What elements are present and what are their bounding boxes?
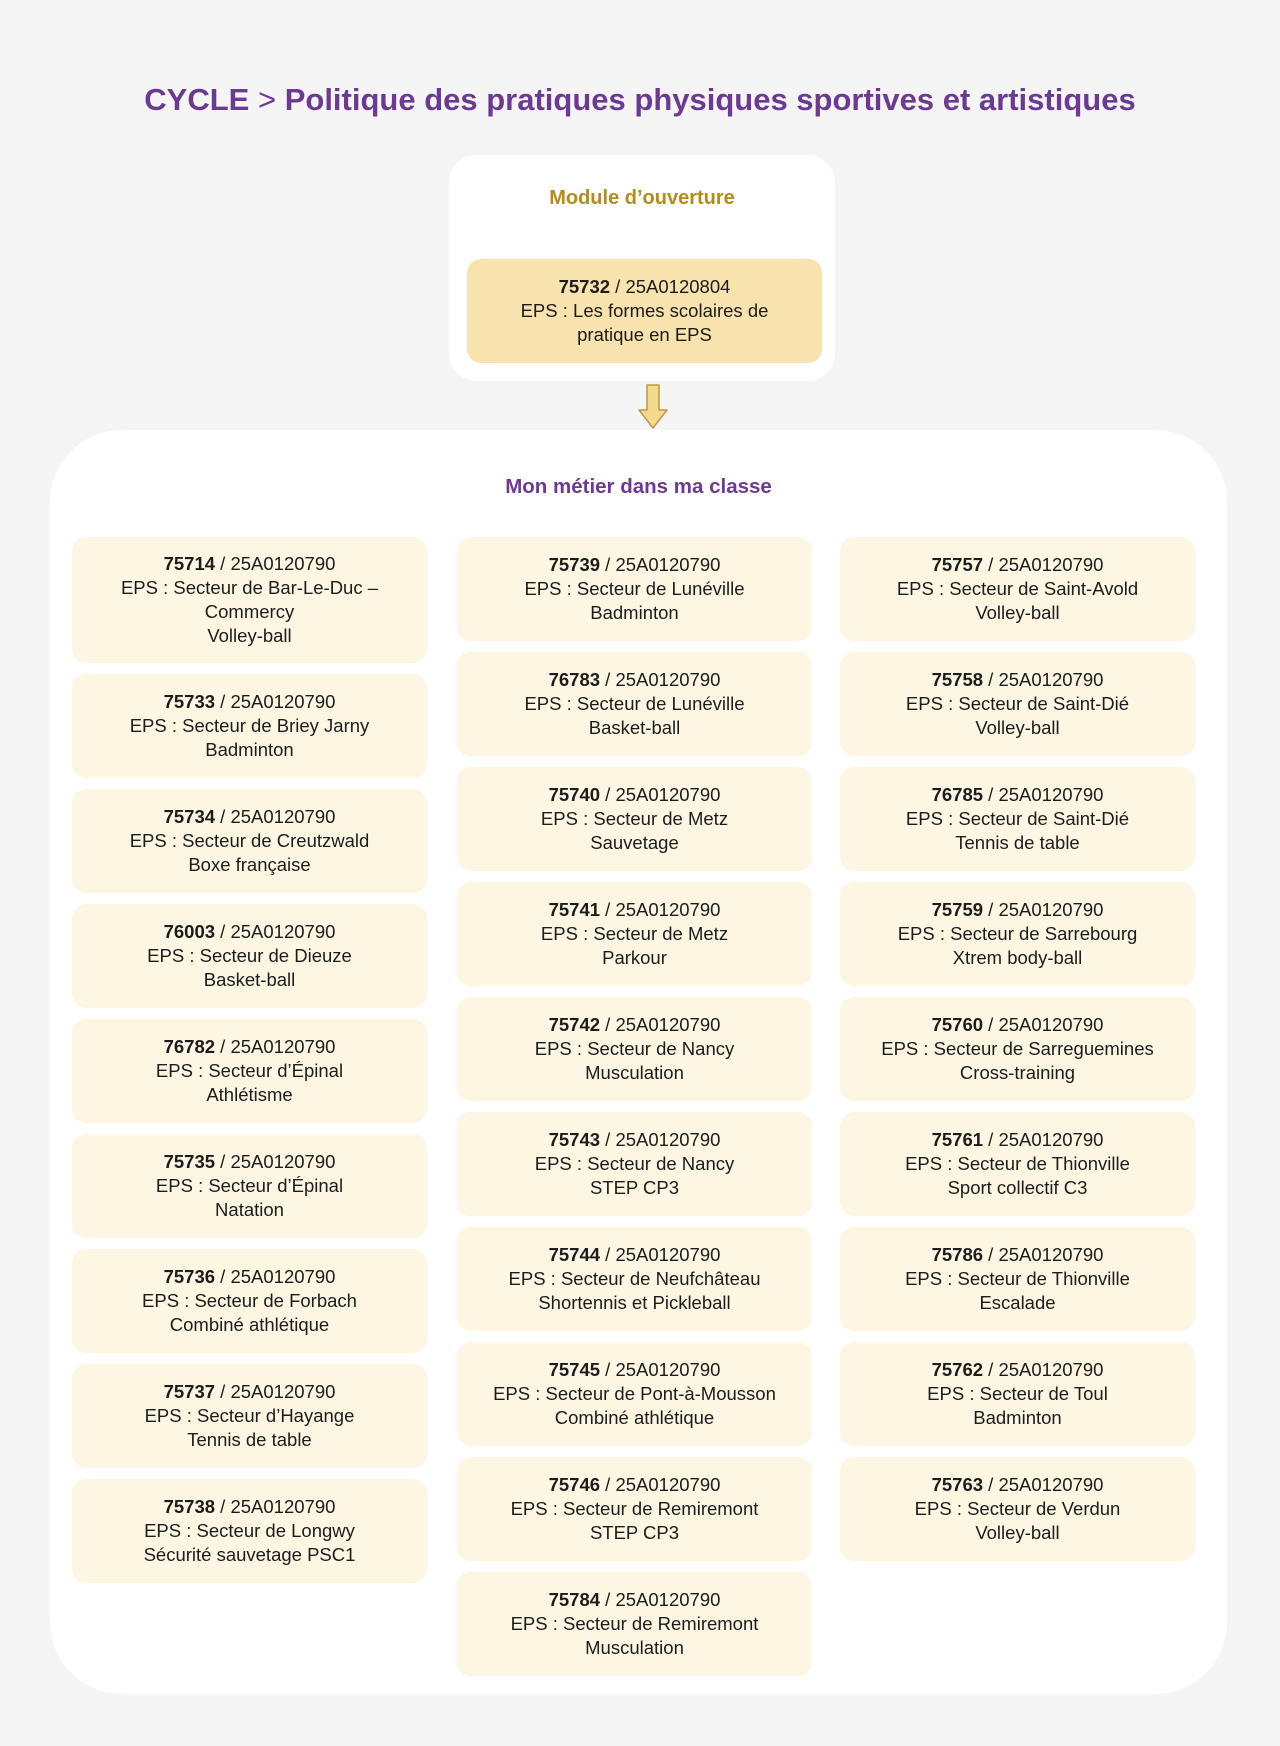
- module-ref: / 25A0120790: [600, 554, 721, 575]
- module-code-line: [932, 1473, 1104, 1497]
- module-code-line: [549, 1013, 721, 1037]
- module-code: 75743: [548, 1129, 601, 1150]
- main-module-panel: [50, 430, 1227, 1694]
- module-code-line: [549, 668, 721, 692]
- module-ref: / 25A0120790: [215, 806, 336, 827]
- module-ref: / 25A0120790: [215, 1266, 336, 1287]
- module-card: [840, 997, 1195, 1101]
- module-description-line: pratique en EPS: [577, 324, 712, 345]
- module-code-line: [549, 898, 721, 922]
- module-description-line: Volley-ball: [207, 625, 292, 646]
- module-description-line: Commercy: [204, 601, 295, 622]
- title-separator: >: [257, 82, 277, 117]
- module-code-line: [549, 1243, 721, 1267]
- module-ref: / 25A0120804: [610, 276, 731, 297]
- module-ref: / 25A0120790: [600, 1589, 721, 1610]
- module-card: [72, 537, 427, 663]
- module-card: [840, 767, 1195, 871]
- module-ref: / 25A0120790: [983, 899, 1104, 920]
- module-description-line: EPS : Secteur de Creutzwald: [129, 830, 370, 851]
- module-code: 75734: [163, 806, 216, 827]
- module-code-line: [932, 1243, 1104, 1267]
- module-description-line: EPS : Secteur de Forbach: [142, 1290, 357, 1311]
- module-ref: / 25A0120790: [983, 554, 1104, 575]
- module-description-line: EPS : Secteur d’Hayange: [144, 1405, 355, 1426]
- module-card: [72, 1249, 427, 1353]
- module-ref: / 25A0120790: [600, 784, 721, 805]
- module-description-line: STEP CP3: [589, 1522, 680, 1543]
- module-code: 75714: [163, 553, 216, 574]
- module-card: [840, 652, 1195, 756]
- module-code: 75735: [163, 1151, 216, 1172]
- module-code-line: [549, 1358, 721, 1382]
- module-ref: / 25A0120790: [215, 1496, 336, 1517]
- module-card: [457, 1342, 812, 1446]
- module-description-line: EPS : Secteur de Metz: [540, 808, 729, 829]
- module-description-line: EPS : Secteur de Saint-Dié: [905, 808, 1130, 829]
- module-code-line: [932, 898, 1104, 922]
- module-description-line: Musculation: [585, 1637, 684, 1658]
- module-ref: / 25A0120790: [215, 921, 336, 942]
- module-code: 75759: [931, 899, 984, 920]
- module-card: [457, 1457, 812, 1561]
- module-card: [457, 882, 812, 986]
- module-description-line: EPS : Secteur d’Épinal: [155, 1175, 344, 1196]
- module-ref: / 25A0120790: [600, 1474, 721, 1495]
- module-code: 75786: [931, 1244, 984, 1265]
- module-description-line: Musculation: [585, 1062, 684, 1083]
- module-description-line: EPS : Secteur de Briey Jarny: [129, 715, 370, 736]
- module-code: 75744: [548, 1244, 601, 1265]
- module-description-line: Tennis de table: [187, 1429, 312, 1450]
- module-description-line: EPS : Secteur de Neufchâteau: [508, 1268, 761, 1289]
- module-code: 75738: [163, 1496, 216, 1517]
- module-ref: / 25A0120790: [983, 1014, 1104, 1035]
- module-description-line: Escalade: [979, 1292, 1056, 1313]
- module-description-line: Natation: [215, 1199, 284, 1220]
- module-code-line: [549, 1473, 721, 1497]
- main-module-title: Mon métier dans ma classe: [505, 475, 772, 498]
- module-card: [457, 1227, 812, 1331]
- down-arrow-icon: [638, 384, 668, 430]
- module-description-line: STEP CP3: [589, 1177, 680, 1198]
- module-description-line: Parkour: [602, 947, 667, 968]
- module-description-line: EPS : Secteur de Nancy: [534, 1038, 735, 1059]
- module-description-line: EPS : Secteur d’Épinal: [155, 1060, 344, 1081]
- module-description-line: Volley-ball: [975, 717, 1060, 738]
- module-description-line: EPS : Secteur de Remiremont: [510, 1498, 759, 1519]
- module-card: [840, 1227, 1195, 1331]
- page-title: [0, 82, 1280, 118]
- module-code: 75737: [163, 1381, 216, 1402]
- module-ref: / 25A0120790: [215, 553, 336, 574]
- module-code-line: [932, 783, 1104, 807]
- module-card: [72, 1019, 427, 1123]
- module-code: 75741: [548, 899, 601, 920]
- module-description-line: Basket-ball: [203, 969, 296, 990]
- module-description-line: EPS : Secteur de Metz: [540, 923, 729, 944]
- modules-column-2: [457, 537, 812, 1687]
- module-card: [72, 674, 427, 778]
- module-card: [72, 904, 427, 1008]
- module-code: 75733: [163, 691, 216, 712]
- module-code: 75763: [931, 1474, 984, 1495]
- module-description-line: Boxe française: [188, 854, 311, 875]
- module-card: [840, 1342, 1195, 1446]
- module-code-line: [164, 1495, 336, 1519]
- module-card: [457, 1112, 812, 1216]
- module-code: 76783: [548, 669, 601, 690]
- modules-column-3: [840, 537, 1195, 1572]
- module-card: [840, 1457, 1195, 1561]
- opening-module-title: Module d’ouverture: [549, 187, 735, 209]
- module-code-line: [164, 1150, 336, 1174]
- module-description-line: Badminton: [973, 1407, 1062, 1428]
- module-ref: / 25A0120790: [600, 1014, 721, 1035]
- module-description-line: EPS : Secteur de Remiremont: [510, 1613, 759, 1634]
- module-card: [457, 767, 812, 871]
- module-code: 76782: [163, 1036, 216, 1057]
- module-card: [72, 1479, 427, 1583]
- module-code-line: [549, 553, 721, 577]
- module-code-line: [932, 668, 1104, 692]
- module-description-line: EPS : Secteur de Sarreguemines: [881, 1038, 1154, 1059]
- module-description-line: EPS : Secteur de Longwy: [144, 1520, 355, 1541]
- module-description-line: EPS : Secteur de Verdun: [914, 1498, 1121, 1519]
- module-card: [72, 1364, 427, 1468]
- module-card: [457, 652, 812, 756]
- module-ref: / 25A0120790: [600, 899, 721, 920]
- module-description-line: Sécurité sauvetage PSC1: [143, 1544, 356, 1565]
- module-code: 75732: [558, 276, 611, 297]
- module-code-line: [549, 1588, 721, 1612]
- module-description-line: Basket-ball: [588, 717, 681, 738]
- title-prefix: CYCLE: [144, 82, 250, 117]
- opening-module-card: [467, 259, 822, 363]
- module-ref: / 25A0120790: [600, 1244, 721, 1265]
- module-description-line: EPS : Les formes scolaires de: [520, 300, 769, 321]
- opening-module-panel: [449, 155, 835, 381]
- module-description-line: Volley-ball: [975, 602, 1060, 623]
- module-card: [840, 1112, 1195, 1216]
- module-ref: / 25A0120790: [983, 1474, 1104, 1495]
- module-ref: / 25A0120790: [600, 1359, 721, 1380]
- module-code: 76785: [931, 784, 984, 805]
- module-code-line: [164, 1035, 336, 1059]
- module-code-line: [164, 805, 336, 829]
- module-code-line: [164, 1380, 336, 1404]
- module-code: 75784: [548, 1589, 601, 1610]
- module-description-line: EPS : Secteur de Toul: [927, 1383, 1108, 1404]
- module-ref: / 25A0120790: [983, 784, 1104, 805]
- module-description-line: Badminton: [590, 602, 679, 623]
- module-code: 75742: [548, 1014, 601, 1035]
- module-description-line: Cross-training: [959, 1062, 1076, 1083]
- module-code: 75758: [931, 669, 984, 690]
- module-description-line: EPS : Secteur de Nancy: [534, 1153, 735, 1174]
- module-code-line: [164, 920, 336, 944]
- module-description-line: EPS : Secteur de Bar-Le-Duc –: [120, 577, 379, 598]
- module-description-line: Combiné athlétique: [554, 1407, 715, 1428]
- title-main: Politique des pratiques physiques sportives et artistiques: [284, 82, 1136, 117]
- module-code: 75757: [931, 554, 984, 575]
- module-description-line: Volley-ball: [975, 1522, 1060, 1543]
- module-card: [840, 882, 1195, 986]
- module-ref: / 25A0120790: [983, 1129, 1104, 1150]
- module-code-line: [932, 1128, 1104, 1152]
- module-ref: / 25A0120790: [983, 1244, 1104, 1265]
- module-code: 76003: [163, 921, 216, 942]
- module-description-line: EPS : Secteur de Thionville: [905, 1268, 1130, 1289]
- module-description-line: Sport collectif C3: [947, 1177, 1088, 1198]
- module-code: 75760: [931, 1014, 984, 1035]
- module-code: 75761: [931, 1129, 984, 1150]
- module-description-line: EPS : Secteur de Lunéville: [524, 693, 745, 714]
- module-description-line: Shortennis et Pickleball: [538, 1292, 731, 1313]
- module-code: 75745: [548, 1359, 601, 1380]
- module-code: 75736: [163, 1266, 216, 1287]
- module-card: [72, 1134, 427, 1238]
- module-ref: / 25A0120790: [600, 1129, 721, 1150]
- module-code: 75740: [548, 784, 601, 805]
- module-code-line: [932, 1358, 1104, 1382]
- module-description-line: EPS : Secteur de Saint-Dié: [905, 693, 1130, 714]
- module-description-line: EPS : Secteur de Pont-à-Mousson: [493, 1383, 776, 1404]
- module-description-line: Combiné athlétique: [169, 1314, 330, 1335]
- module-description-line: Xtrem body-ball: [952, 947, 1083, 968]
- module-ref: / 25A0120790: [983, 669, 1104, 690]
- module-ref: / 25A0120790: [600, 669, 721, 690]
- module-description-line: Sauvetage: [590, 832, 679, 853]
- module-code-line: [932, 1013, 1104, 1037]
- module-description-line: Badminton: [205, 739, 294, 760]
- module-ref: / 25A0120790: [215, 1036, 336, 1057]
- module-card: [457, 537, 812, 641]
- module-code: 75746: [548, 1474, 601, 1495]
- module-description-line: EPS : Secteur de Sarrebourg: [897, 923, 1138, 944]
- module-code-line: [549, 1128, 721, 1152]
- module-description-line: EPS : Secteur de Lunéville: [524, 578, 745, 599]
- module-code-line: [164, 690, 336, 714]
- module-ref: / 25A0120790: [215, 691, 336, 712]
- module-description-line: EPS : Secteur de Saint-Avold: [896, 578, 1139, 599]
- module-code-line: [164, 552, 336, 576]
- module-description-line: Tennis de table: [955, 832, 1080, 853]
- module-card: [72, 789, 427, 893]
- module-code-line: [559, 275, 731, 299]
- module-code-line: [932, 553, 1104, 577]
- module-card: [457, 997, 812, 1101]
- module-card: [457, 1572, 812, 1676]
- module-code: 75739: [548, 554, 601, 575]
- module-description-line: EPS : Secteur de Thionville: [905, 1153, 1130, 1174]
- module-ref: / 25A0120790: [215, 1151, 336, 1172]
- module-ref: / 25A0120790: [215, 1381, 336, 1402]
- module-code-line: [549, 783, 721, 807]
- module-description-line: EPS : Secteur de Dieuze: [147, 945, 352, 966]
- module-code-line: [164, 1265, 336, 1289]
- module-card: [840, 537, 1195, 641]
- modules-column-1: [72, 537, 427, 1594]
- module-code: 75762: [931, 1359, 984, 1380]
- module-ref: / 25A0120790: [983, 1359, 1104, 1380]
- module-description-line: Athlétisme: [206, 1084, 293, 1105]
